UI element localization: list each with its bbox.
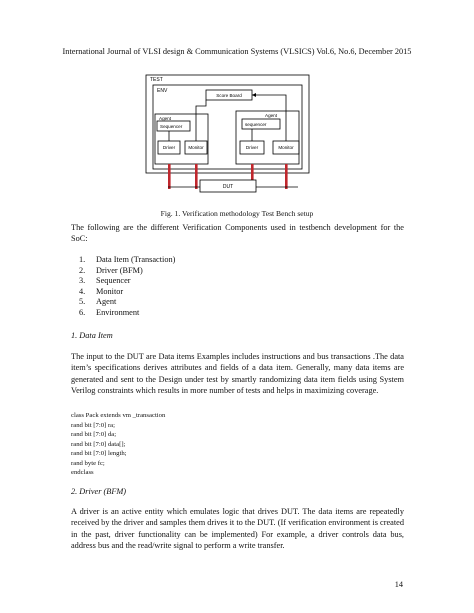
signal-bar-monitor-right [285,164,288,189]
signal-bar-monitor-left [195,164,198,189]
code-line: rand bit [7:0] da; [71,431,117,438]
section-title-data-item: 1. Data Item [71,331,113,340]
env-label: ENV [157,88,168,94]
sequencer-right-label: sequencer [245,122,267,127]
monitor-right-to-scoreboard [252,95,286,141]
driver-paragraph: A driver is an active entity which emulates logic that drives DUT. The data items are repeatedly received by the driver and samples them drives it to the DUT. (If verification environment is created in the past, driver functionality can be implemented) For example, a driver controls data bus, address bus and the read/write signal to perform a write transfer. [71,507,404,551]
code-listing [71,411,165,478]
agent-left-label: Agent [159,116,172,121]
code-line: class Pack extends vm _transaction [71,412,166,419]
sequencer-left-label: Sequencer [160,124,183,129]
list-item: 5. Agent [79,297,117,307]
agent-left-box [155,114,208,164]
test-label: TEST [150,77,163,83]
section-title-driver: 2. Driver (BFM) [71,487,127,496]
list-item: 6. Environment [79,307,140,317]
signal-bar-driver-left [168,164,171,189]
driver-right-label: Driver [245,145,259,150]
data-item-paragraph: The input to the DUT are Data items Examples includes instructions and bus transactions .The data item’s specifications derives attributes and fields of a data item. Generally, many data items are generated and sent to the Design under test by smartly randomizing data item fields using System Verilog constraints which results in more number of tests and helps in maximizing coverage. [71,352,404,396]
list-item: 1. Data Item (Transaction) [79,255,176,264]
code-line: rand bit [7:0] length; [71,450,127,457]
list-item: 2. Driver (BFM) [79,265,143,275]
scoreboard-arrowhead [252,93,256,97]
monitor-left-label: Monitor [188,145,204,150]
figure-caption: Fig. 1. Verification methodology Test Bench setup [160,209,314,218]
driver-left-label: Driver [162,145,176,150]
testbench-diagram [0,0,474,210]
code-line: rand bit [7:0] ra; [71,421,116,429]
monitor-left-to-scoreboard [196,100,206,141]
dut-label: DUT [222,184,234,190]
code-line: rand byte fc; [71,459,105,467]
list-item: 4. Monitor [79,286,124,296]
monitor-right-label: Monitor [278,145,294,150]
code-line: endclass [71,469,94,476]
page-number: 14 [394,580,403,589]
scoreboard-label: Score Board [216,93,242,98]
components-list [79,255,175,319]
code-line: rand bit [7:0] data[]; [71,440,126,448]
intro-paragraph: The following are the different Verification Components used in testbench development for the SoC: [71,223,404,244]
journal-header: International Journal of VLSI design & Communication Systems (VLSICS) Vol.6, No.6, December 2015 [62,47,412,56]
list-item: 3. Sequencer [79,276,131,286]
agent-right-label: Agent [265,113,278,118]
